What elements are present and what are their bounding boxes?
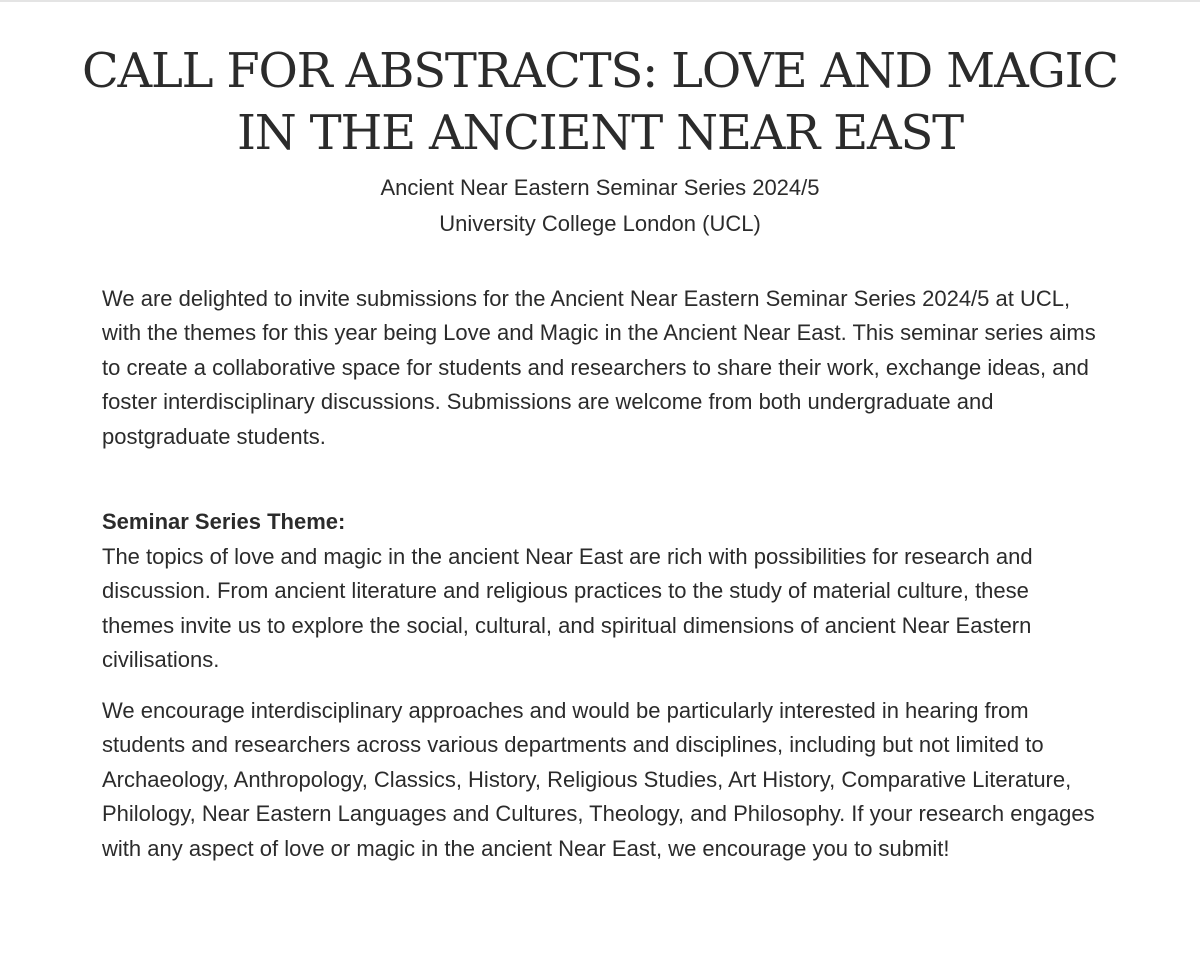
seminar-series-subtitle: Ancient Near Eastern Seminar Series 2024/5 <box>380 175 820 200</box>
intro-paragraph: We are delighted to invite submissions for the Ancient Near Eastern Seminar Series 2024/5 at UCL, with the themes for this year being Love and Magic in the Ancient Near East. This seminar series aims to create a collaborative space for students and researchers to share their work, exchange ideas, and foster interdisciplinary discussions. Submissions are welcome from both undergraduate and postgraduate students. <box>102 286 1096 449</box>
institution-subtitle: University College London (UCL) <box>439 211 761 236</box>
theme-paragraph-1: The topics of love and magic in the ancient Near East are rich with possibilities for research and discussion. From ancient literature and religious practices to the study of material culture, these themes invite us to explore the social, cultural, and spiritual dimensions of ancient Near Eastern civilisations. <box>102 544 1033 673</box>
theme-heading: Seminar Series Theme: <box>102 509 346 534</box>
page-title: CALL FOR ABSTRACTS: LOVE AND MAGIC IN THE ANCIENT NEAR EAST <box>82 43 1118 161</box>
theme-paragraph-2: We encourage interdisciplinary approaches and would be particularly interested in hearing from students and researchers across various departments and disciplines, including but not limited to Archaeology, Anthropology, Classics, History, Religious Studies, Art History, Comparative Literature, Philology, Near Eastern Languages and Cultures, Theology, and Philosophy. If your research engages with any aspect of love or magic in the ancient Near East, we encourage you to submit! <box>102 698 1095 861</box>
